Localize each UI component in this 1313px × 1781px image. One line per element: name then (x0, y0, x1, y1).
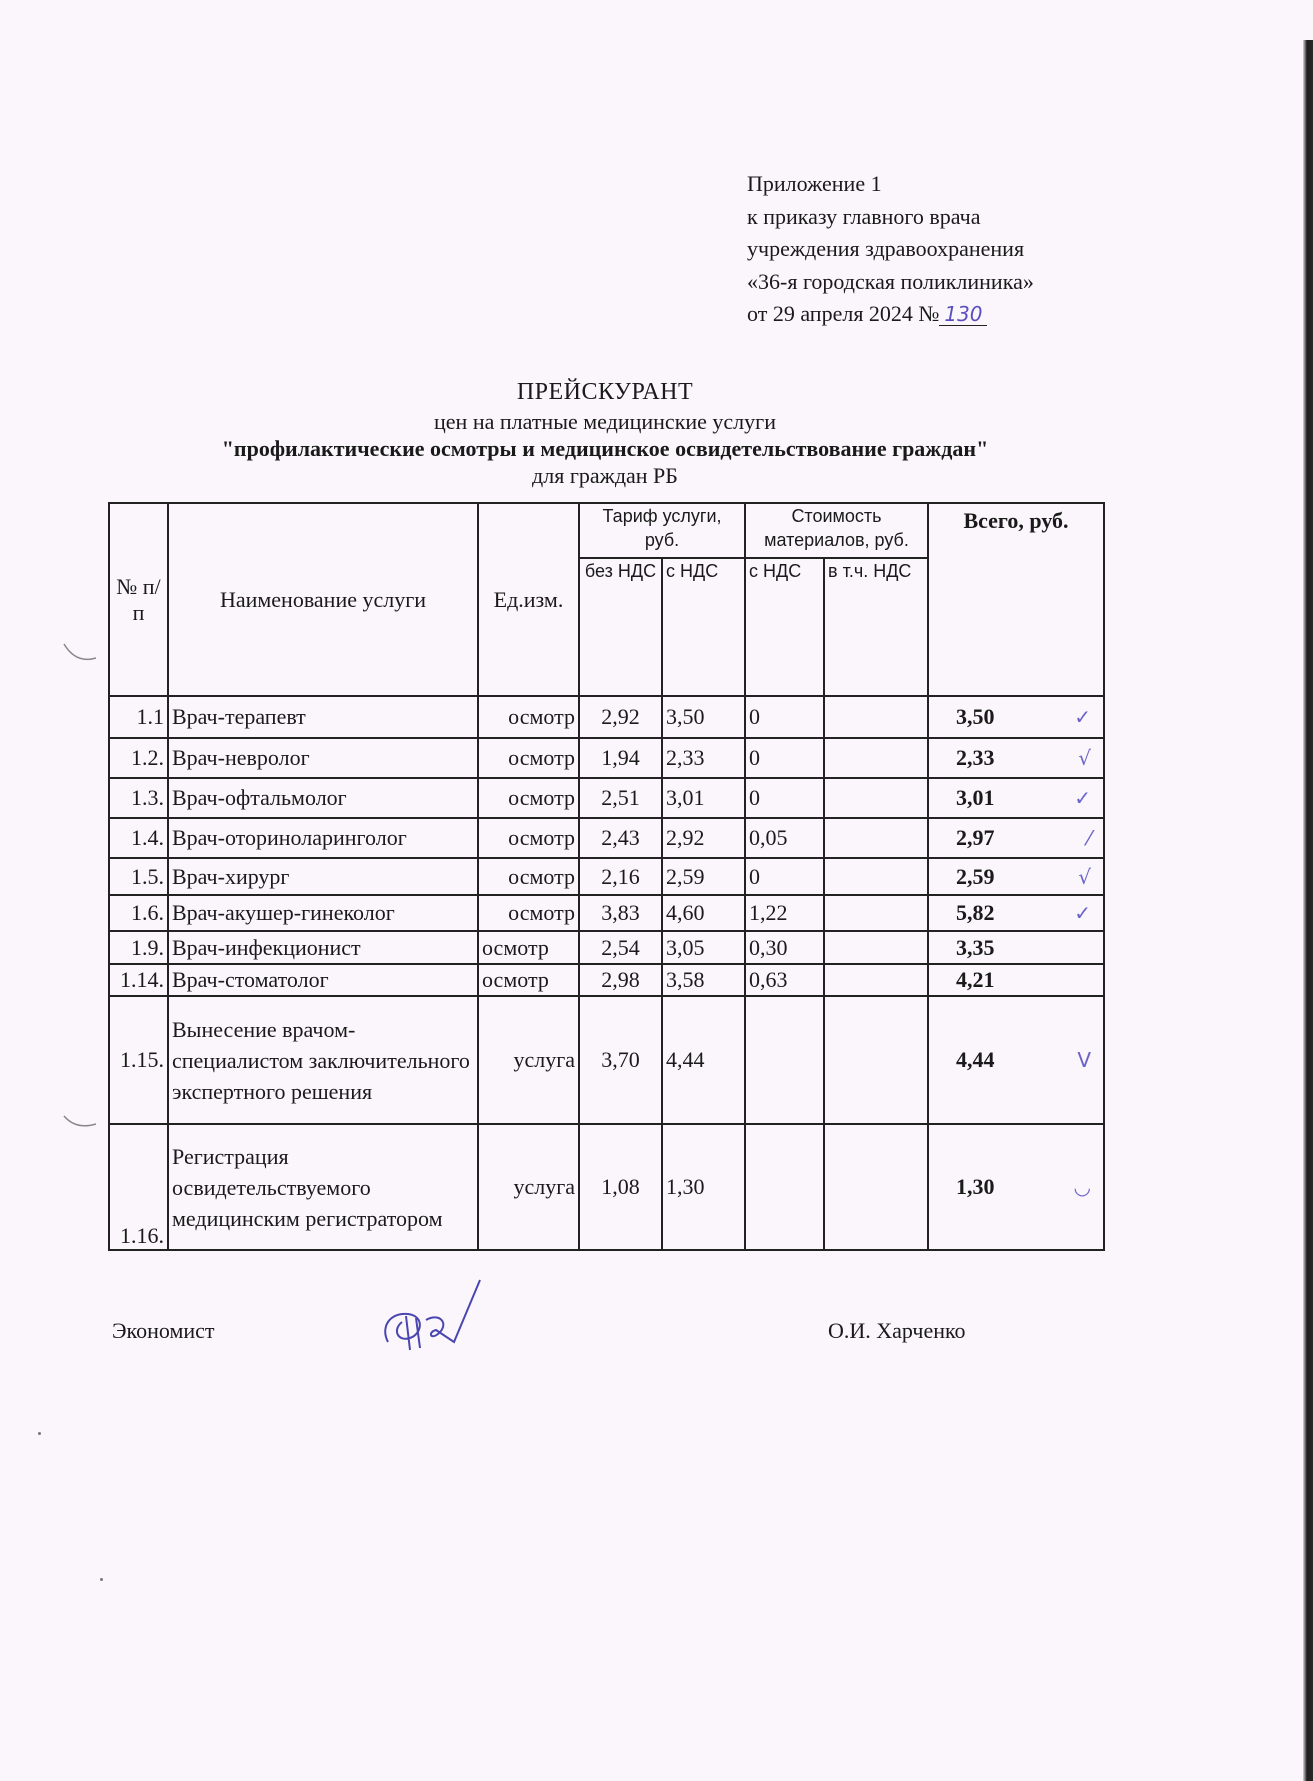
header-name: Наименование услуги (168, 503, 478, 696)
row-tariff-vat: 1,30 (662, 1124, 745, 1250)
table-row (109, 996, 1104, 1124)
row-tariff-no-vat: 1,08 (579, 1124, 662, 1250)
signature-icon (370, 1272, 490, 1362)
row-tariff-vat: 4,60 (662, 895, 745, 931)
row-name: Врач-офтальмолог (168, 778, 478, 818)
row-materials-vat: 0 (745, 858, 824, 895)
row-num: 1.6. (109, 895, 168, 931)
row-total: 3,35 (956, 934, 995, 960)
checkmark-icon: √ (1078, 864, 1091, 889)
table-row (109, 778, 1104, 818)
row-materials-incl-vat (824, 858, 928, 895)
document-title-block (0, 376, 1210, 489)
appendix-line: Приложение 1 (747, 171, 882, 196)
header-num: № п/п (109, 503, 168, 696)
row-tariff-no-vat: 2,54 (579, 931, 662, 964)
row-tariff-vat: 3,58 (662, 964, 745, 996)
header-materials: Стоимость материалов, руб. (745, 503, 928, 558)
punch-hole-mark (62, 1110, 102, 1140)
row-total-cell (928, 895, 1104, 931)
row-materials-vat: 0,05 (745, 818, 824, 858)
checkmark-icon: ⁄ (1087, 826, 1091, 850)
row-unit: осмотр (478, 696, 579, 738)
row-unit: услуга (478, 1124, 579, 1250)
row-unit: осмотр (478, 931, 579, 964)
table-row (109, 931, 1104, 964)
row-materials-incl-vat (824, 738, 928, 778)
row-materials-incl-vat (824, 931, 928, 964)
row-name: Врач-хирург (168, 858, 478, 895)
row-name: Врач-акушер-гинеколог (168, 895, 478, 931)
row-tariff-vat: 3,05 (662, 931, 745, 964)
appendix-line: учреждения здравоохранения (747, 236, 1025, 261)
header-materials-vat: с НДС (745, 558, 824, 696)
row-unit: осмотр (478, 778, 579, 818)
checkmark-icon: ✓ (1074, 786, 1091, 810)
row-materials-incl-vat (824, 996, 928, 1124)
row-total: 3,01 (956, 785, 995, 810)
row-unit: осмотр (478, 818, 579, 858)
punch-hole-mark (62, 640, 102, 670)
row-name: Врач-терапевт (168, 696, 478, 738)
row-tariff-no-vat: 2,43 (579, 818, 662, 858)
document-title: ПРЕЙСКУРАНТ (516, 379, 694, 405)
header-tariff: Тариф услуги, руб. (579, 503, 745, 558)
row-materials-vat: 0,63 (745, 964, 824, 996)
document-subtitle: цен на платные медицинские услуги (434, 409, 776, 434)
table-row (109, 964, 1104, 996)
appendix-date-line (747, 298, 1034, 331)
row-total: 2,59 (956, 863, 995, 889)
row-name: Врач-стоматолог (168, 964, 478, 996)
row-unit: осмотр (478, 738, 579, 778)
row-total: 4,44 (956, 1047, 995, 1072)
row-materials-incl-vat (824, 895, 928, 931)
header-materials-incl-vat: в т.ч. НДС (824, 558, 928, 696)
table-row (109, 696, 1104, 738)
row-materials-incl-vat (824, 696, 928, 738)
row-num: 1.3. (109, 778, 168, 818)
row-name: Врач-невролог (168, 738, 478, 778)
row-tariff-no-vat: 2,16 (579, 858, 662, 895)
row-total: 5,82 (956, 900, 995, 925)
row-materials-vat: 0 (745, 738, 824, 778)
row-tariff-vat: 2,92 (662, 818, 745, 858)
row-unit: осмотр (478, 858, 579, 895)
price-table (108, 502, 1105, 1251)
row-num: 1.16. (109, 1124, 168, 1250)
row-total-cell (928, 696, 1104, 738)
row-num: 1.14. (109, 964, 168, 996)
header-tariff-no-vat: без НДС (579, 558, 662, 696)
row-materials-incl-vat (824, 964, 928, 996)
signer-name: О.И. Харченко (828, 1318, 966, 1343)
row-tariff-vat: 3,50 (662, 696, 745, 738)
row-tariff-vat: 2,59 (662, 858, 745, 895)
row-tariff-no-vat: 1,94 (579, 738, 662, 778)
row-materials-vat (745, 1124, 824, 1250)
row-materials-vat (745, 996, 824, 1124)
scan-page-edge (1303, 40, 1313, 1781)
row-unit: осмотр (478, 964, 579, 996)
row-tariff-vat: 2,33 (662, 738, 745, 778)
row-materials-incl-vat (824, 818, 928, 858)
row-total-cell (928, 1124, 1104, 1250)
row-tariff-no-vat: 2,51 (579, 778, 662, 818)
table-header-row (109, 503, 1104, 558)
row-materials-incl-vat (824, 1124, 928, 1250)
row-num: 1.15. (109, 996, 168, 1124)
scan-speck (38, 1432, 41, 1435)
row-total: 1,30 (956, 1174, 995, 1199)
table-row (109, 738, 1104, 778)
appendix-date: от 29 апреля 2024 № (747, 301, 940, 326)
row-tariff-vat: 4,44 (662, 996, 745, 1124)
row-unit: услуга (478, 996, 579, 1124)
header-tariff-vat: с НДС (662, 558, 745, 696)
row-materials-vat: 1,22 (745, 895, 824, 931)
table-row (109, 1124, 1104, 1250)
checkmark-icon: V (1077, 1048, 1091, 1072)
row-total: 2,33 (956, 745, 995, 770)
row-total: 2,97 (956, 825, 995, 850)
table-row (109, 818, 1104, 858)
row-num: 1.5. (109, 858, 168, 895)
row-name: Врач-инфекционист (168, 931, 478, 964)
row-materials-vat: 0 (745, 778, 824, 818)
row-materials-vat: 0,30 (745, 931, 824, 964)
document-subtitle-audience: для граждан РБ (532, 463, 678, 488)
row-total: 4,21 (956, 967, 995, 992)
row-total-cell (928, 738, 1104, 778)
row-name: Врач-оториноларинголог (168, 818, 478, 858)
row-tariff-no-vat: 2,92 (579, 696, 662, 738)
row-total-cell (928, 818, 1104, 858)
table-row (109, 895, 1104, 931)
checkmark-icon: ✓ (1074, 705, 1091, 729)
appendix-line: «36-я городская поликлиника» (747, 268, 1034, 294)
appendix-line: к приказу главного врача (747, 203, 981, 229)
row-num: 1.1 (109, 696, 168, 738)
signer-position: Экономист (112, 1318, 215, 1343)
row-total: 3,50 (956, 704, 995, 729)
checkmark-icon: ✓ (1074, 901, 1091, 925)
scan-speck (100, 1578, 103, 1581)
row-total-cell (928, 931, 1104, 964)
checkmark-icon: ◡ (1073, 1175, 1091, 1199)
header-total: Всего, руб. (928, 503, 1104, 696)
checkmark-icon: √ (1078, 746, 1091, 770)
row-tariff-no-vat: 3,70 (579, 996, 662, 1124)
row-total-cell (928, 996, 1104, 1124)
document-subtitle-bold: "профилактические осмотры и медицинское освидетельствование граждан" (221, 436, 989, 461)
row-total-cell (928, 858, 1104, 895)
row-unit: осмотр (478, 895, 579, 931)
row-tariff-vat: 3,01 (662, 778, 745, 818)
row-tariff-no-vat: 3,83 (579, 895, 662, 931)
row-num: 1.4. (109, 818, 168, 858)
row-total-cell (928, 964, 1104, 996)
row-num: 1.9. (109, 931, 168, 964)
header-unit: Ед.изм. (478, 503, 579, 696)
row-name: Регистрация освидетельствуемого медицинским регистратором (168, 1124, 478, 1250)
order-number: 130 (939, 303, 987, 326)
row-tariff-no-vat: 2,98 (579, 964, 662, 996)
row-materials-vat: 0 (745, 696, 824, 738)
row-total-cell (928, 778, 1104, 818)
row-num: 1.2. (109, 738, 168, 778)
appendix-header (747, 168, 1034, 331)
table-row (109, 858, 1104, 895)
row-name: Вынесение врачом-специалистом заключительного экспертного решения (168, 996, 478, 1124)
row-materials-incl-vat (824, 778, 928, 818)
